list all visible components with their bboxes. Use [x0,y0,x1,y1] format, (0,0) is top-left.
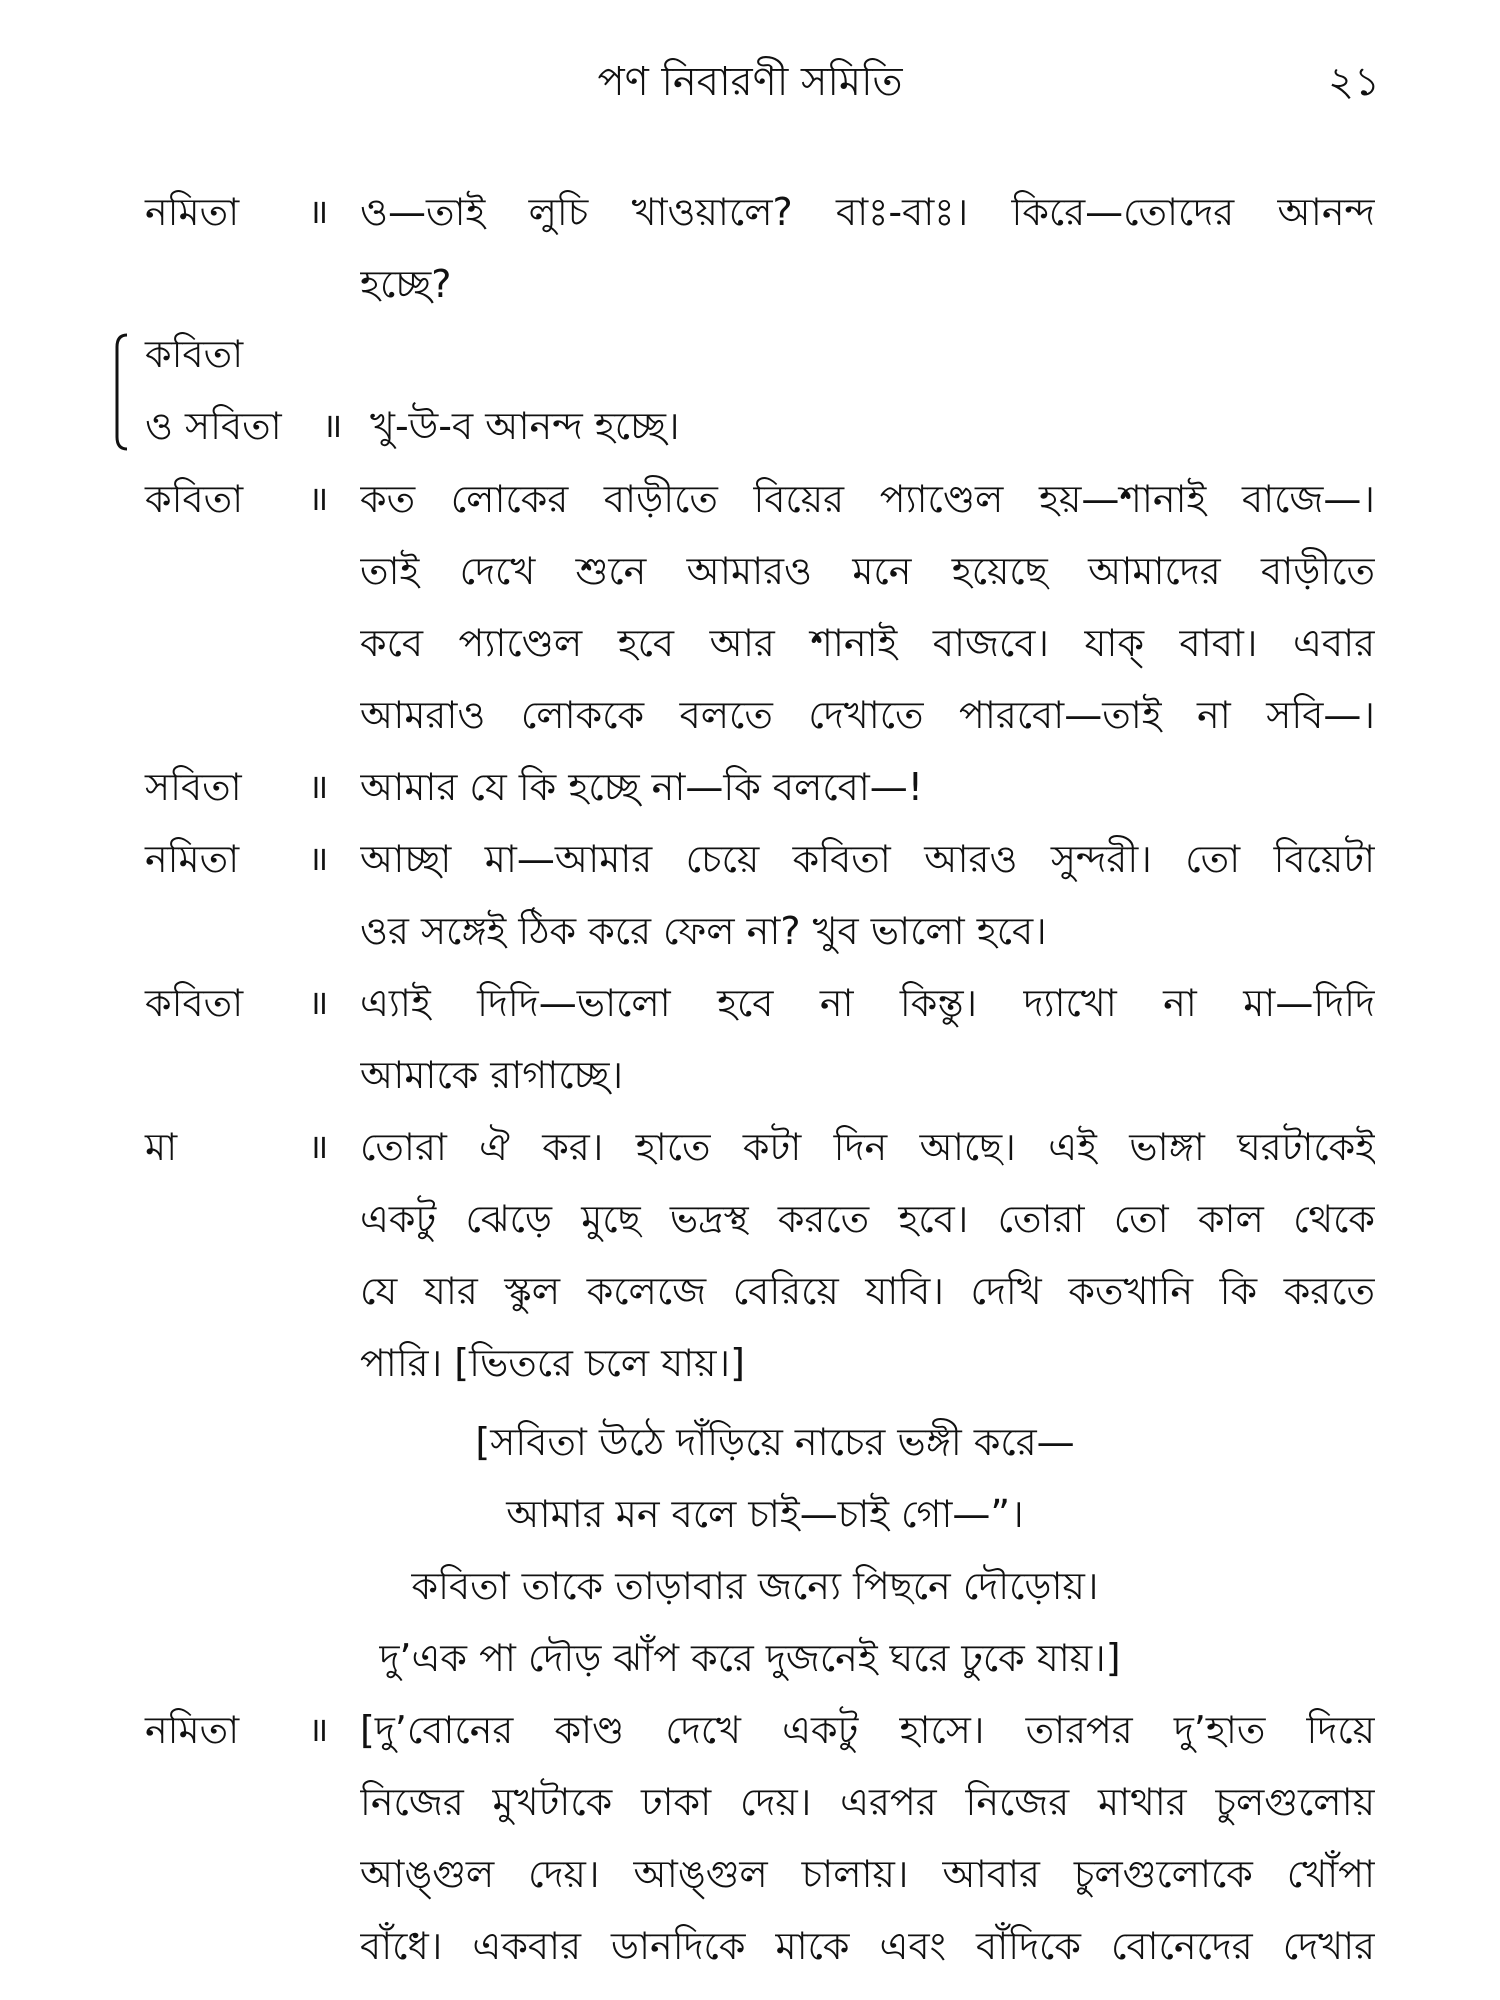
dialogue-line: তোরা ঐ কর। হাতে কটা দিন আছে। এই ভাঙ্গা ঘরটাকেই [360,1125,1375,1169]
speaker-name: কবিতা [145,981,244,1025]
page-number: ২১ [1328,59,1380,105]
page-header [0,52,1500,112]
dialogue-line: পারি। [ভিতরে চলে যায়।] [360,1341,745,1385]
stage-direction-line: [সবিতা উঠে দাঁড়িয়ে নাচের ভঙ্গী করে— [475,1420,1075,1464]
stage-direction-line: দু’এক পা দৌড় ঝাঁপ করে দুজনেই ঘরে ঢুকে যায়।] [379,1636,1121,1680]
speaker-name: নমিতা [145,837,240,881]
speaker-separator: ॥ [308,839,329,879]
dialogue-line: আঙ্গুল দেয়। আঙ্গুল চালায়। আবার চুলগুলোকে খোঁপা [360,1852,1375,1896]
speaker-separator: ॥ [308,767,329,807]
speaker-separator: ॥ [308,192,329,232]
running-title: পণ নিবারণী সমিতি [597,59,903,105]
speaker-separator: ॥ [308,1127,329,1167]
dialogue-line: [দু’বোনের কাণ্ড দেখে একটু হাসে। তারপর দু’হাত দিয়ে [360,1708,1375,1752]
dialogue-line: আমাকে রাগাচ্ছে। [360,1053,624,1097]
dialogue-line: খু-উ-ব আনন্দ হচ্ছে। [370,404,680,448]
joint-speaker-name: কবিতা [145,332,244,376]
dialogue-line: হচ্ছে? [360,262,452,306]
speaker-name: নমিতা [145,1708,240,1752]
dialogue-line: ওর সঙ্গেই ঠিক করে ফেল না? খুব ভালো হবে। [360,909,1047,953]
dialogue-line: আচ্ছা মা—আমার চেয়ে কবিতা আরও সুন্দরী। তো বিয়েটা [360,837,1375,881]
speaker-name: সবিতা [145,765,242,809]
dialogue-line: এ্যাই দিদি—ভালো হবে না কিন্তু। দ্যাখো না মা—দিদি [360,981,1375,1025]
dialogue-line: আমরাও লোককে বলতে দেখাতে পারবো—তাই না সবি—। [360,693,1375,737]
dialogue-line: একটু ঝেড়ে মুছে ভদ্রস্থ করতে হবে। তোরা তো কাল থেকে [360,1197,1375,1241]
dialogue-line: আমার যে কি হচ্ছে না—কি বলবো—! [360,765,924,809]
dialogue-line: কত লোকের বাড়ীতে বিয়ের প্যাণ্ডেল হয়—শানাই বাজে—। [360,477,1375,521]
joint-dialogue-block [0,317,1500,467]
speaker-separator: ॥ [308,1710,329,1750]
stage-direction-line: কবিতা তাকে তাড়াবার জন্যে পিছনে দৌড়োয়। [411,1564,1099,1608]
stage-direction-line: আমার মন বলে চাই—চাই গো—”। [506,1492,1024,1536]
dialogue-line: কবে প্যাণ্ডেল হবে আর শানাই বাজবে। যাক্ বাবা। এবার [360,621,1375,665]
dialogue-line: নিজের মুখটাকে ঢাকা দেয়। এরপর নিজের মাথার চুলগুলোয় [360,1780,1375,1824]
joint-speaker-name: ও সবিতা [145,404,282,448]
speaker-name: নমিতা [145,190,240,234]
speaker-separator: ॥ [308,983,329,1023]
dialogue-line: তাই দেখে শুনে আমারও মনে হয়েছে আমাদের বাড়ীতে [360,549,1375,593]
speaker-bracket-icon [113,333,129,451]
dialogue-line: ও—তাই লুচি খাওয়ালে? বাঃ-বাঃ। কিরে—তোদের আনন্দ [360,190,1375,234]
dialogue-line: বাঁধে। একবার ডানদিকে মাকে এবং বাঁদিকে বোনেদের দেখার [360,1924,1375,1968]
speaker-name: মা [145,1125,178,1169]
dialogue-line: যে যার স্কুল কলেজে বেরিয়ে যাবি। দেখি কতখানি কি করতে [360,1269,1375,1313]
speaker-separator: ॥ [322,406,343,446]
speaker-name: কবিতা [145,477,244,521]
speaker-separator: ॥ [308,479,329,519]
